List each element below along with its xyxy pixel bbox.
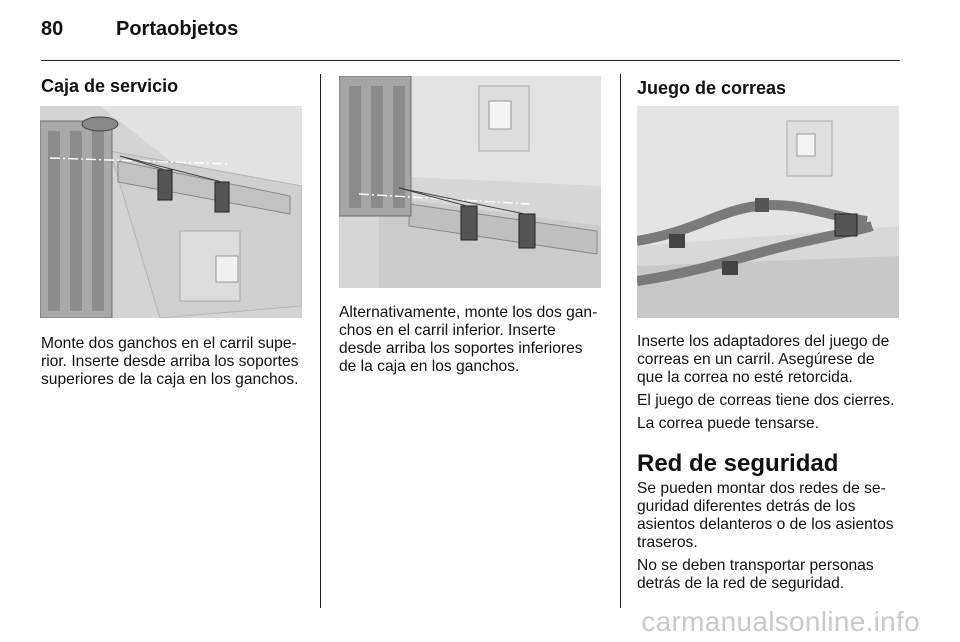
- alternative-instruction: Alternativamente, monte los dos gan-chos en el carril inferior. Inserte desde arriba los soportes inferiores de la caja en los ganchos.: [339, 304, 598, 375]
- watermark: carmanualsonline.info: [641, 606, 920, 637]
- page-number: 80: [41, 18, 64, 40]
- heading-juego-de-correas: Juego de correas: [637, 78, 787, 98]
- column-1-text: [41, 335, 303, 389]
- heading-caja-de-servicio: Caja de servicio: [41, 76, 179, 96]
- column-1: [41, 76, 303, 97]
- column-3-heading: [637, 78, 899, 99]
- illustration-strap-set: [637, 106, 899, 318]
- illustration-upper-rail-hooks: [40, 106, 302, 318]
- heading-red-de-seguridad: Red de seguridad: [637, 450, 839, 477]
- strap-instruction-3: La correa puede tensarse.: [637, 415, 820, 432]
- column-divider-2: [620, 74, 621, 608]
- column-divider-1: [320, 74, 321, 608]
- column-2-text: [339, 304, 601, 376]
- page-section-title: Portaobjetos: [116, 18, 239, 40]
- illustration-lower-rail-hooks: [339, 76, 601, 288]
- safety-net-text-1: Se pueden montar dos redes de se-guridad diferentes detrás de los asientos delanteros o de los asientos traseros.: [637, 480, 894, 551]
- safety-net-text-2: No se deben transportar personas detrás de la red de seguridad.: [637, 557, 874, 592]
- header-divider: [41, 60, 900, 61]
- strap-instruction-2: El juego de correas tiene dos cierres.: [637, 392, 895, 409]
- caja-instruction: Monte dos ganchos en el carril supe-rior. Inserte desde arriba los soportes superiores de la caja en los ganchos.: [41, 335, 299, 388]
- strap-instruction-1: Inserte los adaptadores del juego de correas en un carril. Asegúrese de que la correa no esté retorcida.: [637, 333, 890, 386]
- column-3-text: [637, 333, 899, 593]
